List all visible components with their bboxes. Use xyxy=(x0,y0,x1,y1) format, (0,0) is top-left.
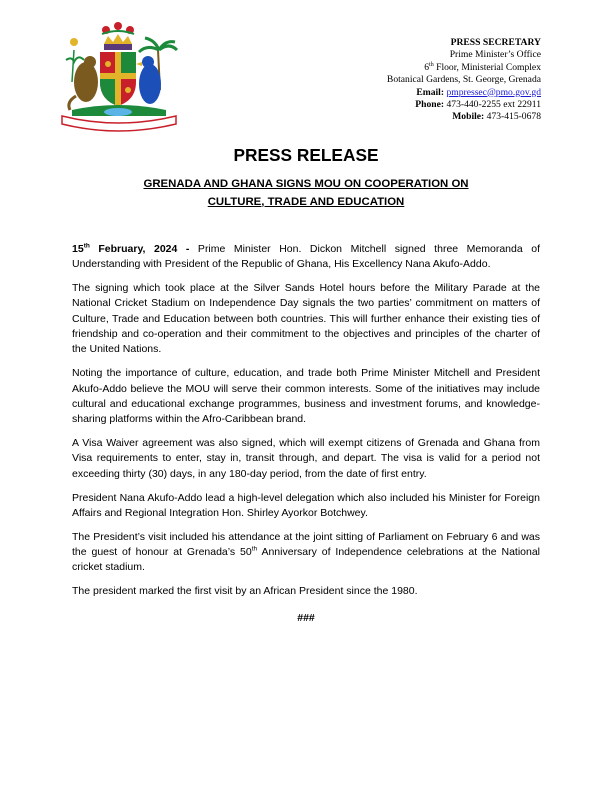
dateline xyxy=(72,243,189,255)
paragraph-2: The signing which took place at the Silver Sands Hotel hours before the Military Parade at the National Cricket Stadium on Independence Day signals the two parties’ commitment on matters of Culture, Trade and Education between both countries. This will further enhance their existing ties of friendship and co-operation and their commitment to the objectives and principles of the charter of the United Nations. xyxy=(72,282,540,356)
headline-line-1: GRENADA AND GHANA SIGNS MOU ON COOPERATION ON xyxy=(143,178,469,190)
phone-value: 473-440-2255 ext 22911 xyxy=(446,99,541,111)
date-superscript: th xyxy=(83,242,90,250)
mobile-label: Mobile: xyxy=(452,111,485,123)
paragraph-6 xyxy=(72,530,540,576)
paragraph-6-text-a: The President’s visit included his attendance at the joint sitting of Parliament on February 6 and was the guest of honour at Grenada’s 50 xyxy=(72,530,540,559)
paragraph-1-text: Prime Minister Hon. Dickon Mitchell signed three Memoranda of Understanding with President of the Republic of Ghana, His Excellency Nana Akufo-Addo. xyxy=(72,243,540,271)
headline-line-2: CULTURE, TRADE AND EDUCATION xyxy=(207,195,405,208)
floor-text: Floor, Ministerial Complex xyxy=(433,61,541,73)
end-mark: ### xyxy=(297,611,315,624)
paragraph-1 xyxy=(72,242,540,273)
email-link[interactable]: pmpressec@pmo.gov.gd xyxy=(446,86,541,98)
coat-of-arms-logo xyxy=(58,20,180,136)
paragraph-7: The president marked the first visit by an African President since the 1980. xyxy=(72,585,418,598)
email-line xyxy=(387,87,541,99)
paragraph-6-text-b: Anniversary of Independence celebrations at the National cricket stadium. xyxy=(72,546,541,574)
press-secretary-title: PRESS SECRETARY xyxy=(450,37,541,48)
paragraph-6-superscript: th xyxy=(251,545,258,553)
mobile-value: 473-415-0678 xyxy=(486,111,541,123)
date-rest: February, 2024 - xyxy=(89,243,190,255)
floor-superscript: th xyxy=(429,61,434,68)
paragraph-4: A Visa Waiver agreement was also signed, which will exempt citizens of Grenada and Ghana from Visa requirements to enter, stay in, transit through, and depart. The visa is valid for a period not exceeding thirty (30) days, in any 180-day period, from the date of first entry. xyxy=(72,437,540,480)
coat-of-arms-image xyxy=(58,20,180,136)
page-title: PRESS RELEASE xyxy=(233,145,379,165)
mobile-line xyxy=(387,111,541,123)
floor-line xyxy=(387,62,541,74)
article-body xyxy=(72,242,540,634)
paragraph-3: Noting the importance of culture, education, and trade both Prime Minister Mitchell and President Akufo-Addo believe the MOU will serve their common interests. Some of the initiatives may include cultural and educational exchange programmes, business and investment forums, and knowledge-sharing platforms within the Afro-Caribbean brand. xyxy=(72,367,540,426)
office-line: Prime Minister’s Office xyxy=(449,49,541,61)
email-label: Email: xyxy=(416,86,445,98)
headline xyxy=(80,176,532,211)
address-line: Botanical Gardens, St. George, Grenada xyxy=(386,74,541,86)
floor-number: 6 xyxy=(424,61,430,73)
date-day: 15 xyxy=(72,243,84,255)
phone-label: Phone: xyxy=(415,99,445,111)
phone-line xyxy=(387,99,541,111)
contact-block xyxy=(387,37,541,124)
paragraph-5: President Nana Akufo-Addo lead a high-level delegation which also included his Minister for Foreign Affairs and Regional Integration Hon. Shirley Ayorkor Botchwey. xyxy=(72,491,540,519)
